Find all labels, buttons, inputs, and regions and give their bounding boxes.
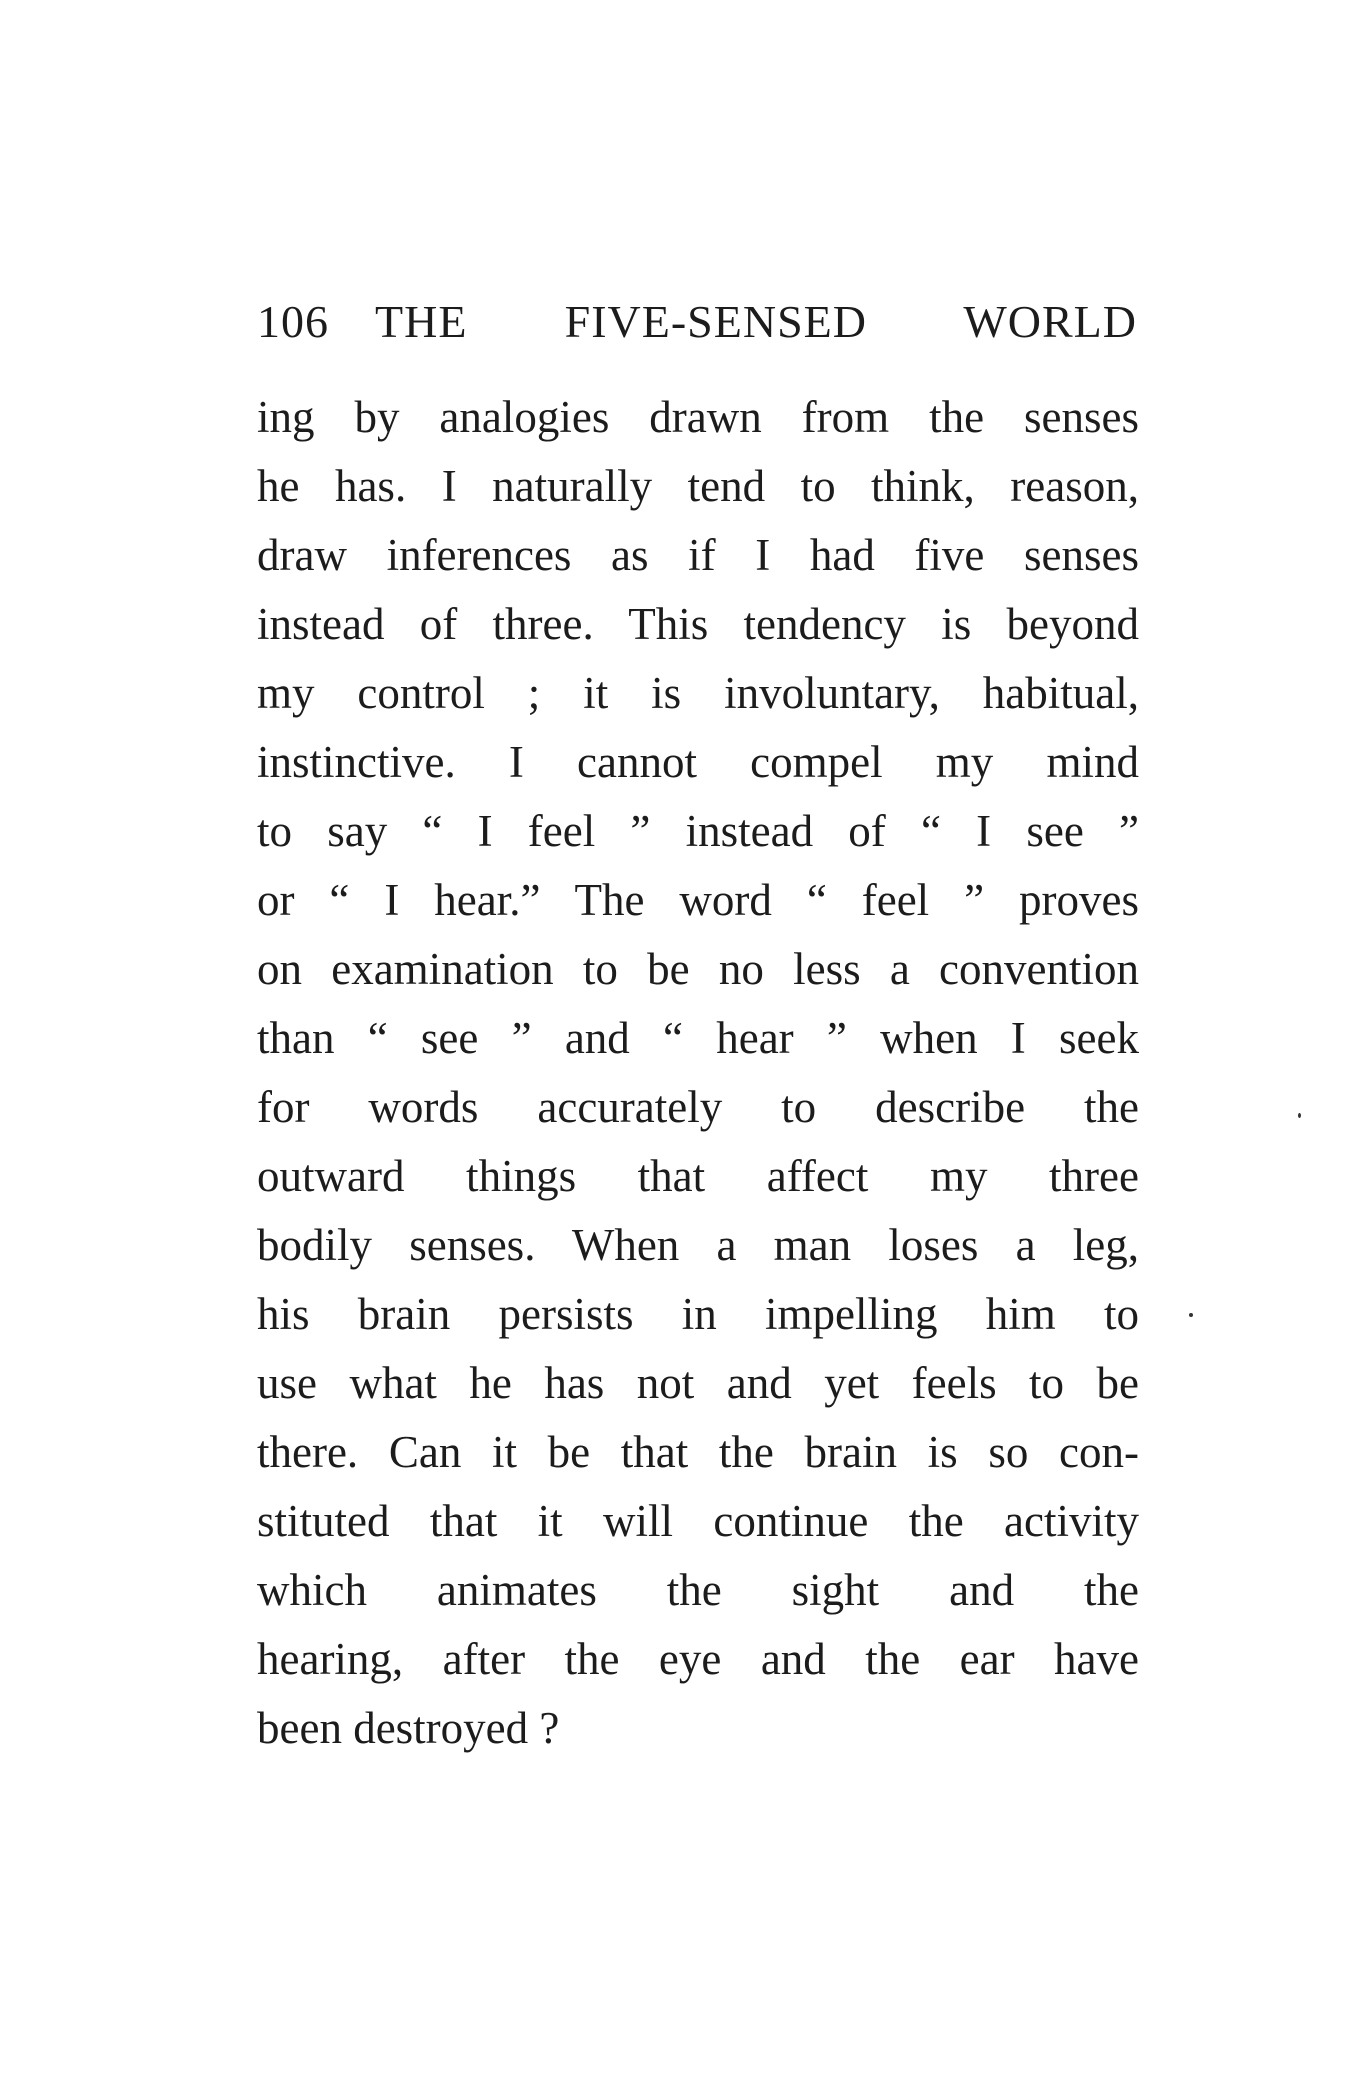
text-line: draw inferences as if I had five senses	[257, 530, 1139, 580]
running-header	[257, 292, 1137, 352]
scan-speck	[1298, 1113, 1301, 1118]
text-line: on examination to be no less a convention	[257, 944, 1139, 994]
text-line: which animates the sight and the	[257, 1565, 1139, 1615]
text-line: ing by analogies drawn from the senses	[257, 392, 1139, 442]
text-line: use what he has not and yet feels to be	[257, 1358, 1139, 1408]
text-line: bodily senses. When a man loses a leg,	[257, 1220, 1139, 1270]
text-line: there. Can it be that the brain is so con-	[257, 1427, 1139, 1477]
text-line: stituted that it will continue the activity	[257, 1496, 1139, 1546]
scan-speck	[1189, 1313, 1193, 1317]
text-line: his brain persists in impelling him to	[257, 1289, 1139, 1339]
text-line: to say “ I feel ” instead of “ I see ”	[257, 806, 1139, 856]
text-line: or “ I hear.” The word “ feel ” proves	[257, 875, 1139, 925]
text-line: for words accurately to describe the	[257, 1082, 1139, 1132]
body-text	[257, 383, 1139, 1763]
text-line: instinctive. I cannot compel my mind	[257, 737, 1139, 787]
running-title: THE FIVE-SENSED WORLD	[375, 296, 1137, 347]
text-line: my control ; it is involuntary, habitual,	[257, 668, 1139, 718]
text-line: than “ see ” and “ hear ” when I seek	[257, 1013, 1139, 1063]
text-line: outward things that affect my three	[257, 1151, 1139, 1201]
text-line: instead of three. This tendency is beyond	[257, 599, 1139, 649]
text-line: he has. I naturally tend to think, reason,	[257, 461, 1139, 511]
page-number: 106	[257, 296, 329, 347]
text-line: hearing, after the eye and the ear have	[257, 1634, 1139, 1684]
text-line: been destroyed ?	[257, 1703, 560, 1753]
